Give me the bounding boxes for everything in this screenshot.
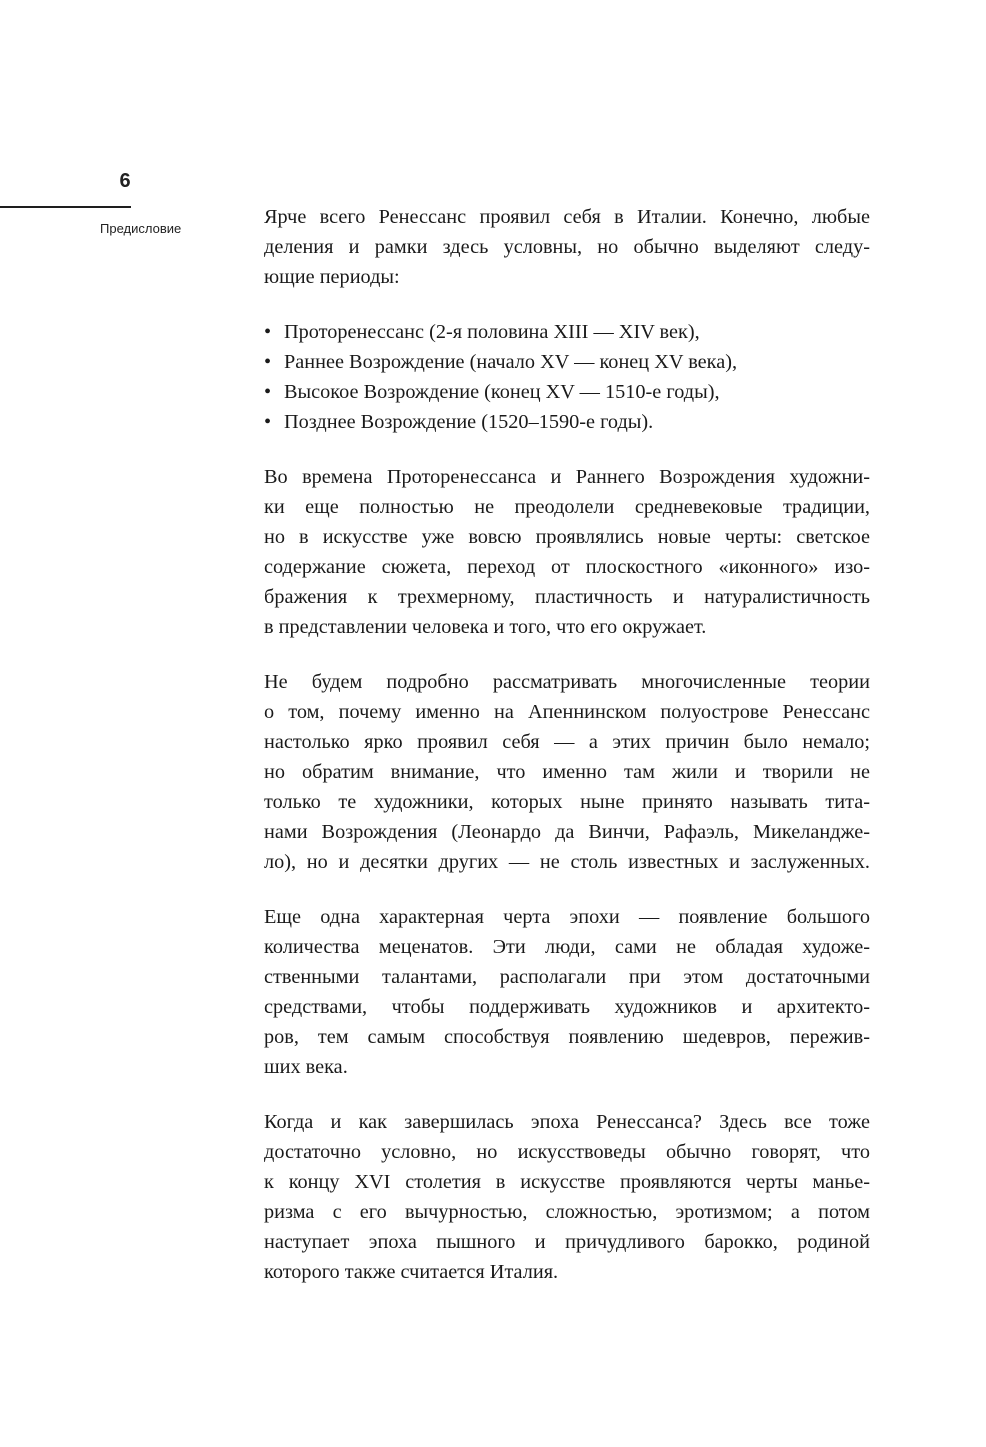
text-line: настолько ярко проявил себя — а этих причин было немало; [264,731,870,753]
text-line: ки еще полностью не преодолели средневековые традиции, [264,496,870,518]
text-line: достаточно условно, но искусствоведы обычно говорят, что [264,1141,870,1163]
text-line: Еще одна характерная черта эпохи — появление большого [264,906,870,928]
text-line: но в искусстве уже вовсю проявлялись новые черты: светское [264,526,870,548]
text-line: деления и рамки здесь условны, но обычно выделяют следу- [264,236,870,258]
periods-list [264,317,870,437]
header-rule [0,206,131,208]
bullet-icon: • [264,381,272,403]
text-line: Ярче всего Ренессанс проявил себя в Италии. Конечно, любые [264,206,870,228]
paragraph-ending [264,1107,870,1287]
text-line: в представлении человека и того, что его окружает. [264,616,707,638]
text-line: ров, тем самым способствуя появлению шедевров, пережив- [264,1026,870,1048]
text-line: нами Возрождения (Леонардо да Винчи, Рафаэль, Микеландже- [264,821,870,843]
text-line: но обратим внимание, что именно там жили и творили не [264,761,870,783]
bullet-icon: • [264,321,272,343]
list-item [264,407,870,437]
paragraph-protorenaissance [264,462,870,642]
text-line: ющие периоды: [264,266,400,288]
text-line: средствами, чтобы поддерживать художников и архитекто- [264,996,870,1018]
list-item-text: Позднее Возрождение (1520–1590-е годы). [284,411,654,433]
text-line: бражения к трехмерному, пластичность и натуралистичность [264,586,870,608]
list-item [264,317,870,347]
body-text [264,202,870,1312]
paragraph-apennine [264,667,870,877]
paragraph-intro [264,202,870,292]
text-line: ло), но и десятки других — не столь известных и заслуженных. [264,851,870,873]
page-number: 6 [119,170,131,192]
text-line: только те художники, которых ныне принято называть тита- [264,791,870,813]
text-line: Во времена Проторенессанса и Раннего Возрождения художни- [264,466,870,488]
text-line: наступает эпоха пышного и причудливого барокко, родиной [264,1231,870,1253]
bullet-icon: • [264,351,272,373]
list-item-text: Проторенессанс (2-я половина XIII — XIV век), [284,321,700,343]
text-line: Не будем подробно рассматривать многочисленные теории [264,671,870,693]
text-line: ственными талантами, располагали при этом достаточными [264,966,870,988]
list-item-text: Высокое Возрождение (конец XV — 1510-е годы), [284,381,720,403]
list-item [264,377,870,407]
section-title: Предисловие [100,221,182,236]
text-line: которого также считается Италия. [264,1261,559,1283]
text-line: о том, почему именно на Апеннинском полуострове Ренессанс [264,701,870,723]
text-line: количества меценатов. Эти люди, сами не обладая художе- [264,936,870,958]
list-item-text: Раннее Возрождение (начало XV — конец XV века), [284,351,738,373]
text-line: содержание сюжета, переход от плоскостного «иконного» изо- [264,556,870,578]
text-line: к концу XVI столетия в искусстве проявляются черты манье- [264,1171,870,1193]
list-item [264,347,870,377]
text-line: Когда и как завершилась эпоха Ренессанса? Здесь все тоже [264,1111,870,1133]
text-line: ших века. [264,1056,348,1078]
text-line: ризма с его вычурностью, сложностью, эротизмом; а потом [264,1201,870,1223]
bullet-icon: • [264,411,272,433]
paragraph-patrons [264,902,870,1082]
